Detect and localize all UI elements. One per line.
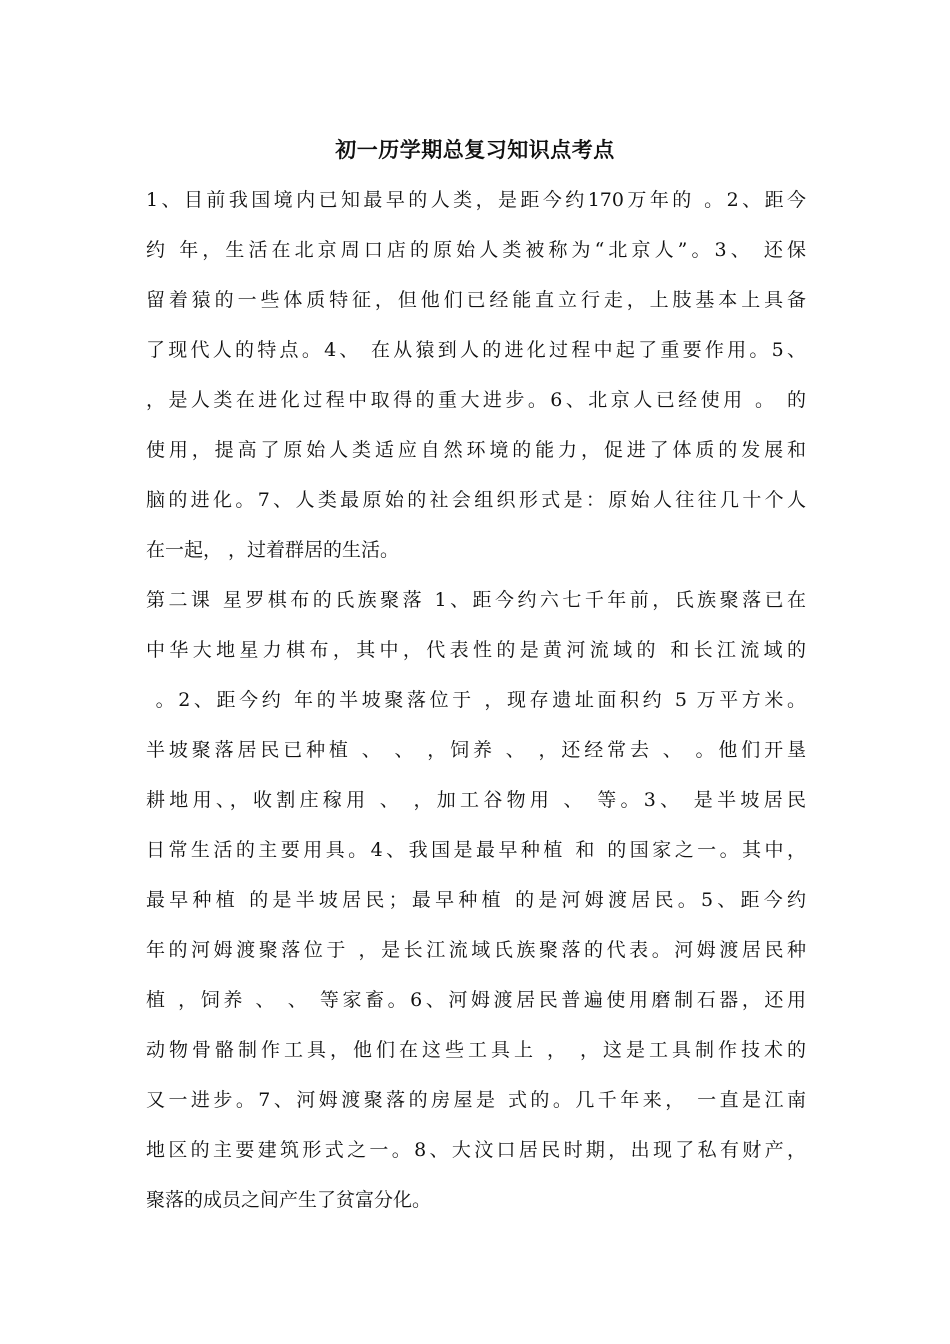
body-line: 年的河姆渡聚落位于 ，是长江流域氏族聚落的代表。河姆渡居民种 (146, 939, 806, 961)
body-line: 植 ，饲养 、 、 等家畜。6、河姆渡居民普遍使用磨制石器，还用 (146, 989, 806, 1011)
body-line: 聚落的成员之间产生了贫富分化。 (146, 1189, 432, 1211)
body-line: 半坡聚落居民已种植 、 、 ，饲养 、 ，还经常去 、 。他们开垦 (146, 739, 806, 761)
body-line: 日常生活的主要用具。4、我国是最早种植 和 的国家之一。其中， (146, 839, 806, 861)
body-line: 在一起， ，过着群居的生活。 (146, 539, 400, 561)
body-line: 。2、距今约 年的半坡聚落位于 ，现存遗址面积约 5 万平方米。 (146, 689, 806, 711)
body-line: 最早种植 的是半坡居民；最早种植 的是河姆渡居民。5、距今约 (146, 889, 806, 911)
body-line: 使用，提高了原始人类适应自然环境的能力，促进了体质的发展和 (146, 439, 806, 461)
document-title: 初一历学期总复习知识点考点 (335, 138, 615, 162)
body-line: 又一进步。7、河姆渡聚落的房屋是 式的。几千年来， 一直是江南 (146, 1089, 806, 1111)
body-line: 约 年，生活在北京周口店的原始人类被称为“北京人”。3、 还保 (146, 239, 806, 261)
body-line: 脑的进化。7、人类最原始的社会组织形式是：原始人往往几十个人 (146, 489, 806, 511)
body-line: 耕地用、，收割庄稼用 、 ，加工谷物用 、 等。3、 是半坡居民 (146, 789, 806, 811)
body-line: 了现代人的特点。4、 在从猿到人的进化过程中起了重要作用。5、 (146, 339, 806, 361)
body-line: 动物骨骼制作工具，他们在这些工具上 ， ，这是工具制作技术的 (146, 1039, 806, 1061)
body-line: 第二课 星罗棋布的氏族聚落 1、距今约六七千年前，氏族聚落已在 (146, 589, 806, 611)
body-line: 地区的主要建筑形式之一。8、大汶口居民时期，出现了私有财产， (146, 1139, 806, 1161)
document-body (146, 183, 806, 1233)
body-line: 1、目前我国境内已知最早的人类，是距今约170万年的 。2、距今 (146, 189, 806, 211)
body-line: 中华大地星力棋布，其中，代表性的是黄河流域的 和长江流域的 (146, 639, 806, 661)
body-line: 留着猿的一些体质特征，但他们已经能直立行走，上肢基本上具备 (146, 289, 806, 311)
body-line: ，是人类在进化过程中取得的重大进步。6、北京人已经使用 。 的 (146, 389, 806, 411)
